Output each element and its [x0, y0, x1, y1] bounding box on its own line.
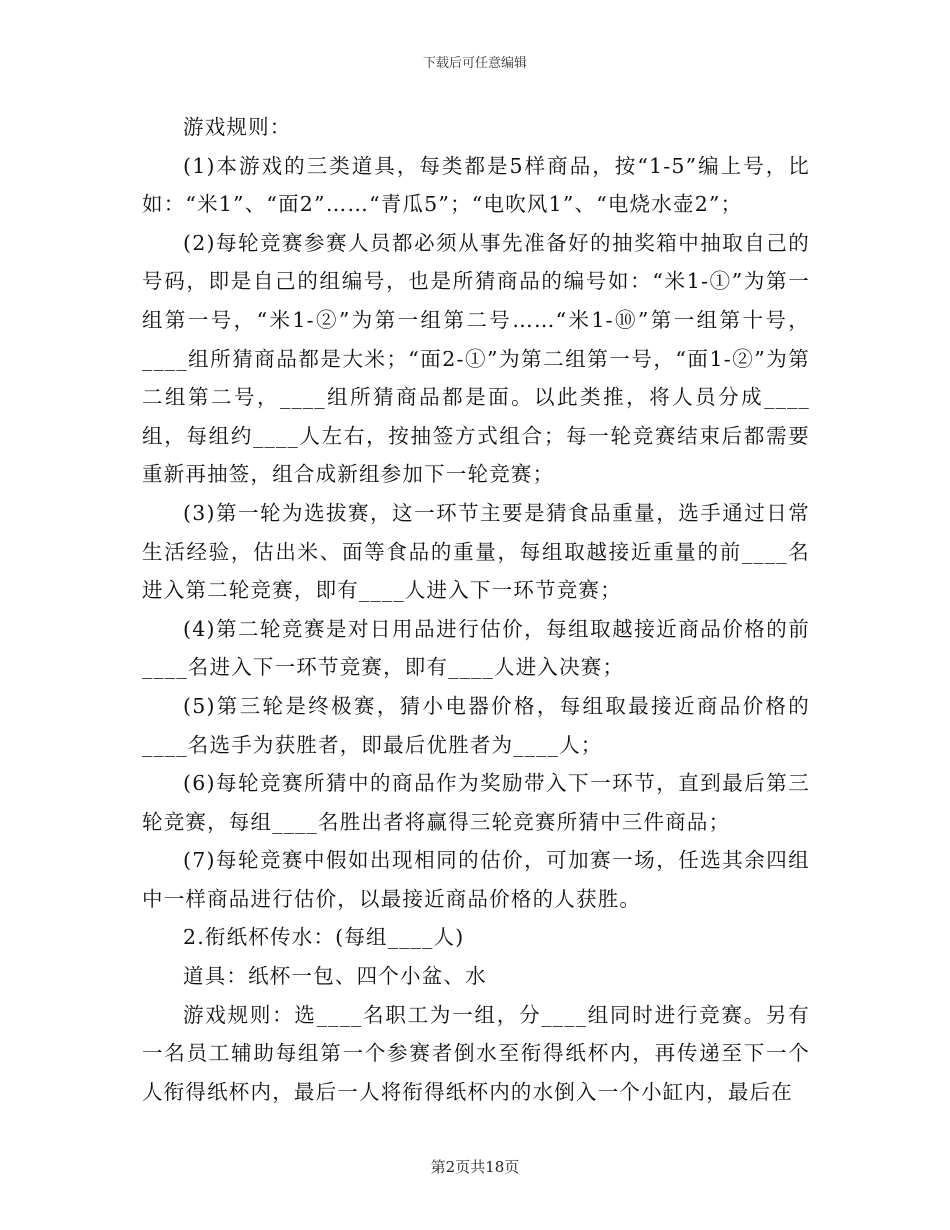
- page-number-footer: 第2页共18页: [430, 1158, 520, 1176]
- paragraph-props: 道具：纸杯一包、四个小盆、水: [183, 964, 487, 989]
- paragraph-rule-6: (6)每轮竞赛所猜中的商品作为奖励带入下一环节，直到最后第三轮竞赛，每组____名胜出者将赢得三轮竞赛所猜中三件商品；: [142, 771, 810, 834]
- page-header: 下载后可任意编辑: [422, 56, 527, 71]
- paragraph-cup-relay-rules: 游戏规则：选____名职工为一组，分____组同时进行竞赛。另有一名员工辅助每组第一个参赛者倒水至衔得纸杯内，再传递至下一个人衔得纸杯内，最后一人将衔得纸杯内的水倒入一个小缸内，最后在: [142, 1002, 810, 1104]
- paragraph-rule-2: (2)每轮竞赛参赛人员都必须从事先准备好的抽奖箱中抽取自己的号码，即是自己的组编号，也是所猜商品的编号如：“米1-①”为第一组第一号，“米1-②”为第一组第二号……“米1-⑩”第一组第十号，____组所猜商品都是大米；“面2-①”为第二组第一号，“面1-②”为第二组第二号，____组所猜商品都是面。以此类推，将人员分成____组，每组约____人左右，按抽签方式组合；每一轮竞赛结束后都需要重新再抽签，组合成新组参加下一轮竞赛；: [142, 230, 810, 487]
- paragraph-rules-heading: 游戏规则：: [183, 115, 292, 139]
- paragraph-rule-1: (1)本游戏的三类道具，每类都是5样商品，按“1-5”编上号，比如：“米1”、“面2”……“青瓜5”；“电吹风1”、“电烧水壶2”；: [142, 153, 810, 217]
- paragraph-rule-3: (3)第一轮为选拔赛，这一环节主要是猜食品重量，选手通过日常生活经验，估出米、面等食品的重量，每组取越接近重量的前____名进入第二轮竞赛，即有____人进入下一环节竞赛；: [142, 500, 810, 603]
- paragraph-rule-4: (4)第二轮竞赛是对日用品进行估价，每组取越接近商品价格的前____名进入下一环节竞赛，即有____人进入决赛；: [142, 616, 810, 680]
- document-body: [142, 108, 810, 1111]
- section-heading-cup-relay: 2.衔纸杯传水：(每组____人): [183, 925, 465, 950]
- paragraph-rule-5: (5)第三轮是终极赛，猜小电器价格，每组取最接近商品价格的____名选手为获胜者，即最后优胜者为____人；: [142, 693, 810, 757]
- paragraph-rule-7: (7)每轮竞赛中假如出现相同的估价，可加赛一场，任选其余四组中一样商品进行估价，以最接近商品价格的人获胜。: [142, 848, 810, 911]
